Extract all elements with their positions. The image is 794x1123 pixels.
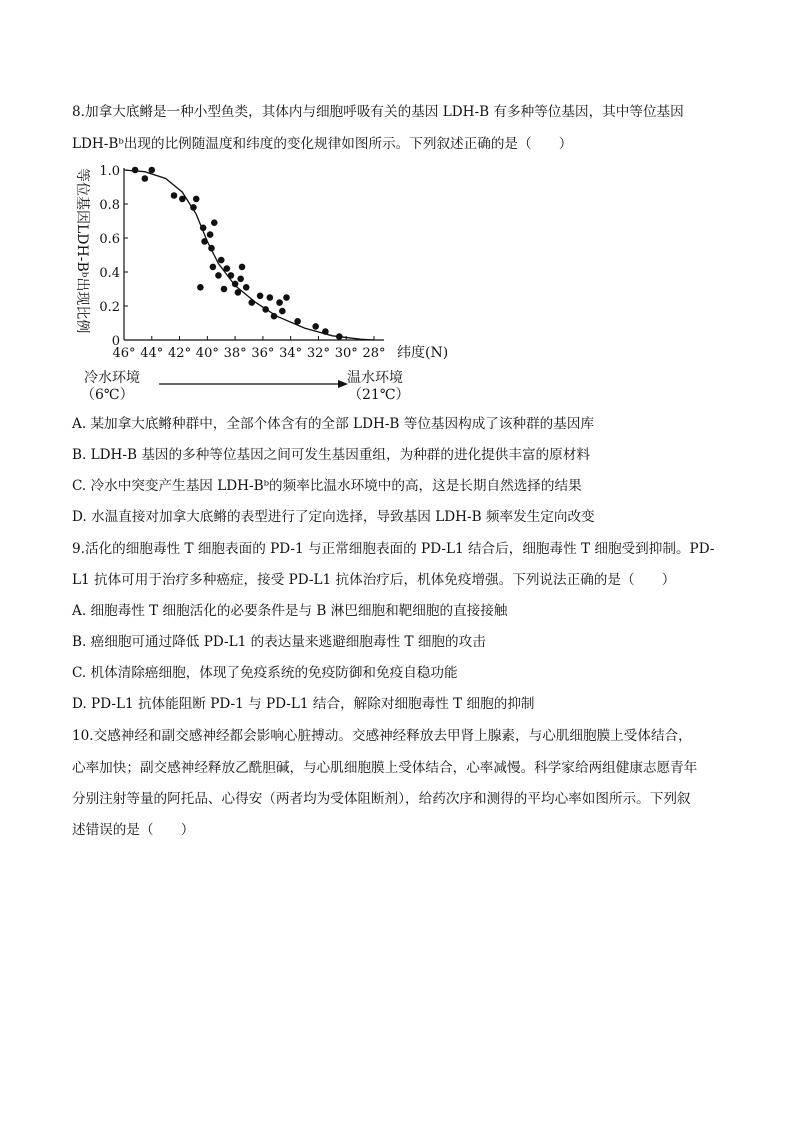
data-point bbox=[190, 204, 197, 211]
data-point bbox=[132, 167, 139, 174]
q10-stem-line-1: 10.交感神经和副交感神经都会影响心脏搏动。交感神经释放去甲肾上腺素，与心肌细胞膜上受体结合， bbox=[72, 728, 692, 744]
x-tick-label: 32° bbox=[306, 346, 330, 361]
x-tick-label: 44° bbox=[140, 346, 164, 361]
data-point bbox=[179, 196, 186, 203]
q10-stem-line-3: 分别注射等量的阿托品、心得安（两者均为受体阻断剂），给药次序和测得的平均心率如图所示。下列叙 bbox=[72, 791, 691, 807]
y-axis-label: 等位基因LDH-Bᵇ出现比例 bbox=[74, 168, 90, 334]
y-tick-label: 0 bbox=[111, 334, 120, 349]
y-tick-label: 0.4 bbox=[99, 266, 120, 281]
data-point bbox=[211, 219, 218, 226]
data-point bbox=[262, 306, 269, 313]
data-point bbox=[221, 286, 228, 293]
data-point bbox=[276, 299, 283, 306]
q10-stem-line-4: 述错误的是（ ） bbox=[72, 822, 195, 838]
data-point bbox=[193, 196, 200, 203]
data-point bbox=[336, 333, 343, 340]
data-point bbox=[207, 231, 214, 238]
x-axis-label: 纬度(N) bbox=[397, 345, 449, 361]
data-point bbox=[201, 238, 208, 245]
x-tick-label: 42° bbox=[168, 346, 192, 361]
data-point bbox=[312, 323, 319, 330]
q8-option-c: C. 冷水中突变产生基因 LDH-Bᵇ的频率比温水环境中的高，这是长期自然选择的结果 bbox=[72, 478, 582, 494]
q10-stem-line-2: 心率加快；副交感神经释放乙酰胆碱，与心肌细胞膜上受体结合，心率减慢。科学家给两组健康志愿青年 bbox=[72, 760, 698, 776]
x-tick-label: 46° bbox=[112, 346, 136, 361]
warm-water-label: 温水环境 bbox=[347, 370, 403, 386]
latitude-chart bbox=[64, 158, 464, 408]
q8-stem-line-2: LDH-Bᵇ出现的比例随温度和纬度的变化规律如图所示。下列叙述正确的是（ ） bbox=[72, 136, 573, 152]
data-point bbox=[197, 284, 204, 291]
y-tick-label: 0.6 bbox=[99, 232, 120, 247]
data-point bbox=[142, 175, 149, 182]
y-tick-label: 0.8 bbox=[99, 198, 120, 213]
data-point bbox=[257, 293, 264, 300]
x-tick-label: 28° bbox=[362, 346, 386, 361]
data-point bbox=[235, 289, 242, 296]
data-point bbox=[171, 192, 178, 199]
warm-water-temp: （21℃） bbox=[348, 387, 410, 403]
data-point bbox=[243, 284, 250, 291]
q8-stem-line-1: 8.加拿大底鳉是一种小型鱼类，其体内与细胞呼吸有关的基因 LDH-B 有多种等位基因，其中等位基因 bbox=[72, 104, 684, 120]
chart-svg bbox=[64, 158, 464, 408]
q9-option-b: B. 癌细胞可通过降低 PD-L1 的表达量来逃避细胞毒性 T 细胞的攻击 bbox=[72, 634, 486, 650]
data-point bbox=[239, 264, 246, 271]
q8-option-a: A. 某加拿大底鳉种群中，全部个体含有的全部 LDH-B 等位基因构成了该种群的基因库 bbox=[72, 416, 595, 432]
y-tick-label: 0.2 bbox=[99, 300, 120, 315]
data-point bbox=[271, 313, 278, 320]
data-point bbox=[148, 167, 155, 174]
data-point bbox=[215, 272, 222, 279]
q9-option-d: D. PD-L1 抗体能阻断 PD-1 与 PD-L1 结合，解除对细胞毒性 T 细胞的抑制 bbox=[72, 696, 535, 712]
q9-stem-line-2: L1 抗体可用于治疗多种癌症，接受 PD-L1 抗体治疗后，机体免疫增强。下列说法正确的是（ ） bbox=[72, 572, 676, 588]
x-tick-label: 30° bbox=[334, 346, 358, 361]
data-point bbox=[200, 225, 207, 232]
data-point bbox=[208, 245, 215, 252]
data-point bbox=[232, 281, 239, 288]
y-tick-label: 1.0 bbox=[99, 164, 120, 179]
data-point bbox=[283, 294, 290, 301]
data-points bbox=[132, 167, 343, 340]
q9-option-a: A. 细胞毒性 T 细胞活化的必要条件是与 B 淋巴细胞和靶细胞的直接接触 bbox=[72, 603, 508, 619]
q9-stem-line-1: 9.活化的细胞毒性 T 细胞表面的 PD-1 与正常细胞表面的 PD-L1 结合后，细胞毒性 T 细胞受到抑制。PD- bbox=[72, 541, 715, 557]
cold-water-temp: （6℃） bbox=[81, 387, 134, 403]
data-point bbox=[210, 264, 217, 271]
data-point bbox=[228, 272, 235, 279]
x-tick-label: 40° bbox=[195, 346, 219, 361]
x-tick-label: 38° bbox=[223, 346, 247, 361]
data-point bbox=[218, 257, 225, 264]
q9-option-c: C. 机体清除癌细胞，体现了免疫系统的免疫防御和免疫自稳功能 bbox=[72, 665, 458, 681]
q8-option-d: D. 水温直接对加拿大底鳉的表型进行了定向选择，导致基因 LDH-B 频率发生定向改变 bbox=[72, 509, 595, 525]
data-point bbox=[279, 308, 286, 315]
data-point bbox=[267, 294, 274, 301]
q8-option-b: B. LDH-B 基因的多种等位基因之间可发生基因重组，为种群的进化提供丰富的原材料 bbox=[72, 447, 590, 463]
data-point bbox=[237, 276, 244, 283]
data-point bbox=[322, 328, 329, 335]
data-point bbox=[294, 318, 301, 325]
x-tick-label: 34° bbox=[279, 346, 303, 361]
cold-water-label: 冷水环境 bbox=[84, 370, 140, 386]
fit-curve bbox=[124, 170, 374, 340]
data-point bbox=[223, 265, 230, 272]
data-point bbox=[248, 299, 255, 306]
x-tick-label: 36° bbox=[251, 346, 275, 361]
